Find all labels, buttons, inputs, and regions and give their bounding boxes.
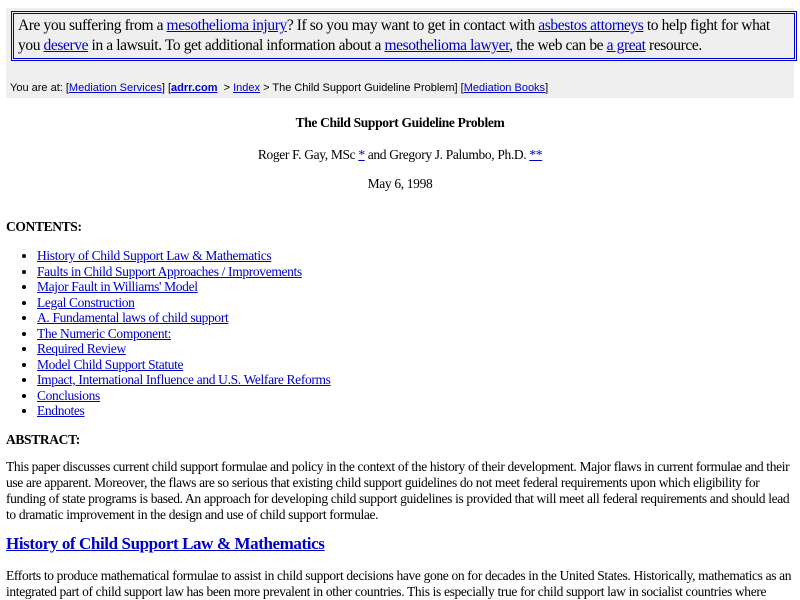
contents-link[interactable]: History of Child Support Law & Mathematics	[37, 248, 272, 263]
ad-link-a-great[interactable]: a great	[606, 37, 646, 54]
contents-link[interactable]: Model Child Support Statute	[37, 356, 184, 372]
section-text: Efforts to produce mathematical formulae to assist in child support decisions have gone on for decades in the United States. Historically, mathematics as an integrated part of child support law has been more prevalent in other countries. This is especially true for child support law in socialist countries where	[6, 568, 792, 599]
contents-item	[37, 248, 331, 264]
contents-link[interactable]: Required Review	[37, 341, 126, 356]
author-1-note-link[interactable]: *	[358, 147, 365, 162]
contents-item	[37, 295, 331, 311]
contents-link[interactable]: Faults in Child Support Approaches / Improvements	[37, 263, 302, 279]
ad-text: in a lawsuit. To get additional information about a	[88, 37, 385, 54]
ad-text: resource.	[645, 37, 702, 54]
contents-item	[37, 310, 331, 326]
page-title: The Child Support Guideline Problem	[295, 115, 505, 130]
contents-item	[37, 326, 331, 342]
author-1: Roger F. Gay, MSc	[257, 147, 359, 162]
breadcrumb	[10, 82, 548, 94]
breadcrumb-adrr[interactable]: adrr.com	[171, 82, 218, 94]
breadcrumb-text: ] [	[161, 82, 172, 94]
ad-text: to help fight for what you	[18, 17, 770, 54]
contents-item	[37, 357, 331, 373]
ad-link-mesothelioma-lawyer[interactable]: mesothelioma lawyer	[384, 37, 510, 54]
authors	[0, 147, 800, 163]
ad-text: ? If so you may want to get in contact with	[286, 17, 539, 34]
contents-item	[37, 372, 331, 388]
ad-link-asbestos-attorneys[interactable]: asbestos attorneys	[538, 17, 644, 34]
ad-banner	[6, 8, 794, 98]
contents-item	[37, 388, 331, 404]
ad-link-deserve[interactable]: deserve	[43, 37, 89, 54]
breadcrumb-current: > The Child Support Guideline Problem] [	[260, 82, 464, 94]
contents-link[interactable]: Conclusions	[37, 387, 100, 403]
contents-link[interactable]: Legal Construction	[37, 294, 135, 310]
ad-link-mesothelioma-injury[interactable]: mesothelioma injury	[166, 17, 287, 34]
abstract-text: This paper discusses current child support formulae and policy in the context of the history of their development. Major flaws in current formulae and their use are apparent. Moreover, the flaws are so serious that existing child support guidelines do not meet federal requirements upon which eligibility for funding of state programs is based. An approach for developing child support guidelines is provided that will meet all federal requirements and should lead to dramatic improvement in the design and use of child support formulae.	[6, 459, 790, 522]
contents-link[interactable]: The Numeric Component:	[37, 325, 172, 341]
contents-link[interactable]: Endnotes	[37, 403, 85, 418]
contents-link[interactable]: Impact, International Influence and U.S. Welfare Reforms	[37, 372, 331, 387]
ad-text: Are you suffering from a	[18, 17, 167, 34]
ad-box	[11, 11, 797, 61]
contents-link[interactable]: A. Fundamental laws of child support	[37, 310, 229, 325]
contents-link[interactable]: Major Fault in Williams' Model	[37, 279, 198, 294]
abstract-heading: ABSTRACT:	[6, 432, 80, 447]
breadcrumb-text: ]	[545, 82, 549, 94]
section-heading-history[interactable]: History of Child Support Law & Mathematics	[6, 534, 325, 553]
date: May 6, 1998	[367, 176, 433, 191]
breadcrumb-index[interactable]: Index	[233, 82, 261, 94]
breadcrumb-text: >	[217, 82, 234, 94]
breadcrumb-text: You are at: [	[10, 82, 69, 94]
author-2: and Gregory J. Palumbo, Ph.D.	[364, 147, 530, 162]
breadcrumb-mediation-books[interactable]: Mediation Books	[463, 82, 546, 94]
contents-list	[0, 248, 331, 419]
contents-item	[37, 264, 331, 280]
ad-text: , the web can be	[509, 37, 607, 54]
contents-heading: CONTENTS:	[6, 219, 82, 234]
contents-item	[37, 279, 331, 295]
contents-item	[37, 341, 331, 357]
breadcrumb-mediation-services[interactable]: Mediation Services	[68, 82, 162, 94]
author-2-note-link[interactable]: **	[529, 147, 543, 162]
contents-item	[37, 403, 331, 419]
